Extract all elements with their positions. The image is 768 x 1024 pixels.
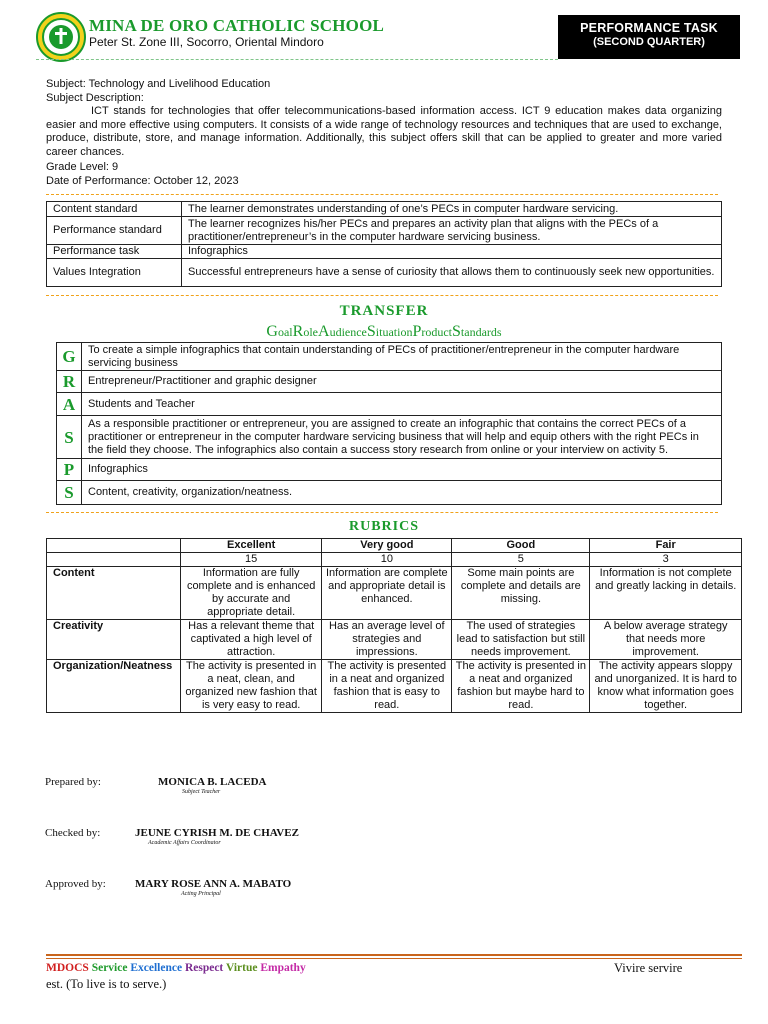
rubric-cell: Information is not complete and greatly lacking in details.	[590, 567, 742, 620]
grasps-letter: S	[57, 481, 82, 505]
grasps-text: To create a simple infographics that contain understanding of PECs of practitioner/entrepreneur in the computer hardware servicing business	[82, 343, 722, 371]
points-value: 5	[452, 553, 590, 567]
acronym-letter: G	[266, 323, 278, 340]
table-row	[57, 371, 722, 393]
value-word: Virtue	[225, 962, 258, 974]
approved-by-label: Approved by:	[45, 878, 106, 890]
task-title: PERFORMANCE TASK	[580, 21, 718, 35]
rubric-cell: Has an average level of strategies and impressions.	[322, 620, 452, 660]
rubric-cell: A below average strategy that needs more improvement.	[590, 620, 742, 660]
acronym-letter: A	[318, 323, 330, 340]
header-cell	[47, 539, 181, 553]
grasps-text: Students and Teacher	[82, 393, 722, 416]
acronym-rest: udience	[329, 325, 367, 339]
checked-by-label: Checked by:	[45, 827, 101, 839]
section-divider	[46, 512, 718, 513]
points-value: 10	[322, 553, 452, 567]
checked-by-name: JEUNE CYRISH M. DE CHAVEZ	[135, 827, 299, 839]
table-row	[57, 416, 722, 459]
standard-label: Values Integration	[47, 259, 182, 287]
table-row	[57, 481, 722, 505]
rubric-cell: The used of strategies lead to satisfaction but still needs improvement.	[452, 620, 590, 660]
standard-label: Performance standard	[47, 217, 182, 245]
acronym-rest: tandards	[460, 325, 502, 339]
grasps-letter: R	[57, 371, 82, 393]
standards-table	[46, 201, 722, 287]
level-header: Fair	[590, 539, 742, 553]
acronym-letter: S	[452, 323, 461, 340]
criterion-name: Content	[47, 567, 181, 620]
section-divider	[46, 295, 718, 296]
subject-line: Subject: Technology and Livelihood Education	[46, 78, 271, 90]
rubric-cell: The activity is presented in a neat and organized fashion but maybe hard to read.	[452, 660, 590, 713]
value-word: Excellence	[130, 962, 183, 974]
value-word: Empathy	[260, 962, 306, 974]
approved-by-name: MARY ROSE ANN A. MABATO	[135, 878, 292, 890]
standard-value: The learner recognizes his/her PECs and prepares an activity plan that aligns with the PECs of a practitioner/entrepreneur’s in the computer hardware servicing business.	[182, 217, 722, 245]
table-row	[47, 620, 742, 660]
school-seal-icon	[36, 12, 86, 62]
checked-by-role: Academic Affairs Coordinator	[148, 840, 221, 846]
table-row	[47, 259, 722, 287]
rubric-cell: Information are complete and appropriate detail is enhanced.	[322, 567, 452, 620]
rubric-cell: The activity is presented in a neat, clean, and organized new fashion that is very easy to read.	[181, 660, 322, 713]
prepared-by-name: MONICA B. LACEDA	[158, 776, 267, 788]
grasps-text: As a responsible practitioner or entrepreneur, you are assigned to create an infographic that contains the correct PECs of a practitioner or entrepreneur in the computer hardware servicing business that will help and equip others with the right PECs in the field they choose. The infographics also contain a success story research from online or your interview on activity 5.	[82, 416, 722, 459]
rubric-cell: Has a relevant theme that captivated a high level of attraction.	[181, 620, 322, 660]
acronym-rest: oal	[277, 325, 293, 339]
school-address: Peter St. Zone III, Socorro, Oriental Mindoro	[89, 35, 324, 49]
standard-value: Infographics	[182, 245, 722, 259]
footer-divider	[46, 954, 742, 956]
level-header: Excellent	[181, 539, 322, 553]
prepared-by-role: Subject Teacher	[182, 789, 221, 795]
rubric-cell: The activity is presented in a neat and organized fashion that is easy to read.	[322, 660, 452, 713]
standard-value: The learner demonstrates understanding of one’s PECs in computer hardware servicing.	[182, 202, 722, 217]
header-divider	[36, 59, 558, 60]
standard-label: Content standard	[47, 202, 182, 217]
grasps-text: Infographics	[82, 459, 722, 481]
table-row	[57, 343, 722, 371]
table-row	[47, 567, 742, 620]
school-motto: Vivire servire	[614, 961, 683, 975]
acronym-letter: R	[292, 323, 304, 340]
criterion-name: Organization/Neatness	[47, 660, 181, 713]
performance-task-badge	[558, 15, 740, 59]
value-word: MDOCS	[46, 962, 89, 974]
points-value: 15	[181, 553, 322, 567]
points-cell	[47, 553, 181, 567]
grasps-text: Entrepreneur/Practitioner and graphic designer	[82, 371, 722, 393]
rubric-cell: The activity appears sloppy and unorganized. It is hard to know what information goes together.	[590, 660, 742, 713]
table-row	[47, 660, 742, 713]
grade-level: Grade Level: 9	[46, 161, 119, 173]
grasps-letter: S	[57, 416, 82, 459]
grasps-letter: G	[57, 343, 82, 371]
task-quarter: (SECOND QUARTER)	[593, 36, 705, 48]
rubric-cell: Information are fully complete and is enhanced by accurate and appropriate detail.	[181, 567, 322, 620]
table-header-row	[47, 539, 742, 553]
table-row	[57, 393, 722, 416]
grasps-letter: P	[57, 459, 82, 481]
table-row	[57, 459, 722, 481]
acronym-letter: P	[412, 323, 422, 340]
footer-divider	[46, 958, 742, 959]
grasps-letter: A	[57, 393, 82, 416]
acronym-rest: ituation	[375, 325, 413, 339]
date-of-performance: Date of Performance: October 12, 2023	[46, 175, 239, 187]
table-row	[47, 217, 722, 245]
grasps-acronym	[0, 323, 768, 341]
subject-description: ICT stands for technologies that offer telecommunications-based information access. ICT 9 education makes data organizing easier and more effective using computers. It consists of a wide range of technology resources and techniques that are used to exchange, produce, distribute, store, and manage information. Additionally, this subject offers skill that can be applied to greater and more varied career chances.	[46, 105, 722, 158]
acronym-letter: S	[366, 323, 376, 340]
standard-value: Successful entrepreneurs have a sense of curiosity that allows them to continuously seek new opportunities.	[182, 259, 722, 287]
points-value: 3	[590, 553, 742, 567]
acronym-rest: ole	[303, 325, 318, 339]
table-row	[47, 202, 722, 217]
acronym-rest: roduct	[421, 325, 453, 339]
approved-by-role: Acting Principal	[181, 891, 221, 897]
grasps-table	[56, 342, 722, 505]
section-divider	[46, 194, 718, 195]
rubric-cell: Some main points are complete and details are missing.	[452, 567, 590, 620]
grasps-text: Content, creativity, organization/neatness.	[82, 481, 722, 505]
standard-label: Performance task	[47, 245, 182, 259]
description-label: Subject Description:	[46, 92, 144, 104]
prepared-by-label: Prepared by:	[45, 776, 101, 788]
motto-translation: est. (To live is to serve.)	[46, 977, 167, 991]
school-name: MINA DE ORO CATHOLIC SCHOOL	[89, 16, 385, 35]
transfer-title: TRANSFER	[339, 303, 429, 319]
criterion-name: Creativity	[47, 620, 181, 660]
level-header: Good	[452, 539, 590, 553]
level-header: Very good	[322, 539, 452, 553]
table-row	[47, 245, 722, 259]
value-word: Respect	[184, 962, 224, 974]
rubrics-title: RUBRICS	[348, 519, 419, 534]
core-values	[46, 962, 306, 974]
points-row	[47, 553, 742, 567]
rubric-table	[46, 538, 742, 713]
value-word: Service	[91, 962, 128, 974]
